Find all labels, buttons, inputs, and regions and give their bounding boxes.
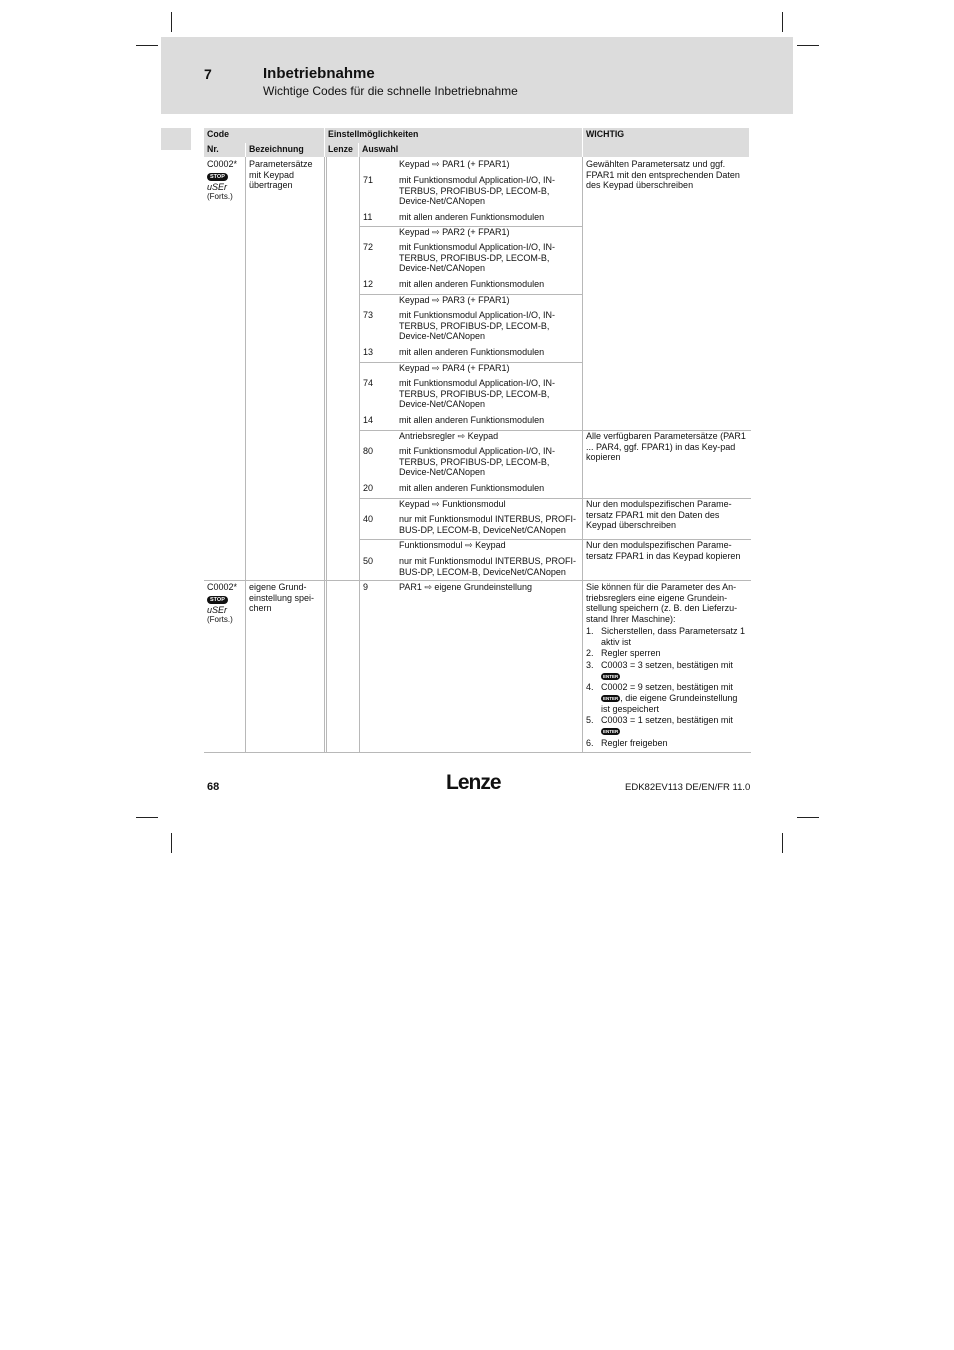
table-bottom-line	[204, 752, 751, 753]
wichtig-note: Nur den modulspezifischen Parame-tersatz FPAR1 in das Keypad kopieren	[586, 540, 741, 561]
continued-label: (Forts.)	[207, 192, 233, 202]
wichtig-note: Nur den modulspezifischen Parame-tersatz FPAR1 mit den Daten des Keypad überschreiben	[586, 499, 732, 531]
user-menu-icon: uSEr	[207, 181, 228, 192]
header-wichtig: WICHTIG	[583, 128, 749, 157]
chapter-number: 7	[204, 66, 212, 82]
step-item: 5. C0003 = 1 setzen, bestätigen mit ENTER	[586, 715, 733, 735]
page-number: 68	[207, 781, 220, 793]
stop-badge-icon: STOP	[207, 596, 228, 604]
auswahl-num: 73	[363, 310, 374, 320]
note-intro: Sie können für die Parameter des An-triebsreglers eine eigene Grundein-stellung speichern (z. B. den Lieferzu-stand Ihrer Maschine):	[586, 582, 738, 625]
auswahl-text: Keypad ⇨ PAR1 (+ FPAR1)	[399, 159, 510, 169]
auswahl-num: 13	[363, 347, 374, 357]
stop-badge-icon: STOP	[207, 173, 228, 181]
auswahl-num: 20	[363, 483, 374, 493]
auswahl-text: mit Funktionsmodul Application-I/O, IN-TERBUS, PROFIBUS-DP, LECOM-B, Device-Net/CANopen	[399, 242, 556, 274]
codes-table	[204, 128, 751, 754]
enter-key-icon: ENTER	[603, 696, 619, 702]
wichtig-note	[583, 582, 751, 749]
auswahl-text: mit allen anderen Funktionsmodulen	[399, 415, 545, 425]
code-cell	[204, 159, 245, 203]
bezeichnung-cell: eigene Grund-einstellung spei-chern	[249, 582, 315, 614]
header-auswahl: Auswahl	[359, 143, 582, 157]
header-bezeichnung: Bezeichnung	[246, 143, 324, 157]
auswahl-num: 11	[363, 212, 373, 222]
auswahl-text: mit allen anderen Funktionsmodulen	[399, 483, 545, 493]
auswahl-text: mit allen anderen Funktionsmodulen	[399, 212, 545, 222]
crop-mark	[136, 817, 158, 818]
enter-key-icon: ENTER	[603, 673, 619, 679]
column-divider	[324, 157, 325, 752]
auswahl-text: Antriebsregler ⇨ Keypad	[399, 431, 499, 441]
auswahl-num: 72	[363, 242, 374, 252]
wichtig-note: Gewählten Parametersatz und ggf. FPAR1 mit den entsprechenden Daten des Keypad überschreiben	[586, 159, 740, 191]
wichtig-note: Alle verfügbaren Parametersätze (PAR1 ... PAR4, ggf. FPAR1) in das Key-pad kopieren	[586, 431, 746, 463]
document-id: EDK82EV113 DE/EN/FR 11.0	[625, 782, 751, 793]
header-nr: Nr.	[204, 143, 245, 157]
auswahl-text: nur mit Funktionsmodul INTERBUS, PROFI-BUS-DP, LECOM-B, DeviceNet/CANopen	[399, 556, 577, 577]
auswahl-num: 12	[363, 279, 374, 289]
auswahl-text: Keypad ⇨ Funktionsmodul	[399, 499, 506, 509]
crop-mark	[782, 833, 783, 853]
column-divider	[245, 157, 246, 752]
side-tab	[161, 128, 191, 150]
code-number: C0002*	[207, 582, 238, 592]
lenze-logo: Lenze	[446, 771, 501, 794]
code-number: C0002*	[207, 159, 238, 169]
auswahl-num: 50	[363, 556, 374, 566]
header-einstellung: Einstellmöglichkeiten	[325, 128, 582, 143]
auswahl-num: 40	[363, 514, 374, 524]
code-cell	[204, 582, 245, 626]
chapter-subtitle: Wichtige Codes für die schnelle Inbetriebnahme	[263, 84, 518, 98]
step-item: 2. Regler sperren	[586, 648, 661, 659]
auswahl-text: PAR1 ⇨ eigene Grundeinstellung	[399, 582, 532, 592]
header-lenze: Lenze	[325, 143, 358, 157]
crop-mark	[797, 817, 819, 818]
auswahl-text: Keypad ⇨ PAR4 (+ FPAR1)	[399, 363, 510, 373]
user-menu-icon: uSEr	[207, 604, 228, 615]
column-divider	[326, 157, 327, 752]
chapter-title: Inbetriebnahme	[263, 65, 375, 82]
step-item: 3. C0003 = 3 setzen, bestätigen mit ENTER	[586, 659, 733, 679]
auswahl-num: 74	[363, 378, 374, 388]
auswahl-text: nur mit Funktionsmodul INTERBUS, PROFI-BUS-DP, LECOM-B, DeviceNet/CANopen	[399, 514, 577, 535]
auswahl-text: mit Funktionsmodul Application-I/O, IN-TERBUS, PROFIBUS-DP, LECOM-B, Device-Net/CANopen	[399, 446, 556, 478]
row-divider	[204, 580, 751, 581]
auswahl-text: mit Funktionsmodul Application-I/O, IN-TERBUS, PROFIBUS-DP, LECOM-B, Device-Net/CANopen	[399, 175, 556, 207]
auswahl-text: Keypad ⇨ PAR3 (+ FPAR1)	[399, 295, 510, 305]
auswahl-text: mit Funktionsmodul Application-I/O, IN-TERBUS, PROFIBUS-DP, LECOM-B, Device-Net/CANopen	[399, 310, 556, 342]
continued-label: (Forts.)	[207, 615, 233, 625]
auswahl-num: 80	[363, 446, 374, 456]
crop-mark	[171, 833, 172, 853]
enter-key-icon: ENTER	[603, 729, 619, 735]
header-code: Code	[204, 128, 324, 143]
crop-mark	[797, 45, 819, 46]
bezeichnung-cell: Parametersätze mit Keypad übertragen	[249, 159, 313, 191]
auswahl-text: Keypad ⇨ PAR2 (+ FPAR1)	[399, 227, 510, 237]
auswahl-text: mit allen anderen Funktionsmodulen	[399, 347, 545, 357]
auswahl-num: 14	[363, 415, 374, 425]
crop-mark	[782, 12, 783, 32]
auswahl-num: 71	[363, 175, 374, 185]
crop-mark	[136, 45, 158, 46]
step-item: 4. C0002 = 9 setzen, bestätigen mit ENTER , die eigene Grundeinstellung ist gespeichert	[586, 682, 738, 714]
auswahl-text: mit allen anderen Funktionsmodulen	[399, 279, 545, 289]
auswahl-text: Funktionsmodul ⇨ Keypad	[399, 540, 506, 550]
auswahl-text: mit Funktionsmodul Application-I/O, IN-TERBUS, PROFIBUS-DP, LECOM-B, Device-Net/CANopen	[399, 378, 556, 410]
crop-mark	[171, 12, 172, 32]
chapter-header-band	[161, 37, 793, 114]
auswahl-num: 9	[363, 582, 369, 592]
step-item: 1. Sicherstellen, dass Parametersatz 1 aktiv ist	[586, 625, 746, 647]
step-item: 6. Regler freigeben	[586, 737, 668, 748]
